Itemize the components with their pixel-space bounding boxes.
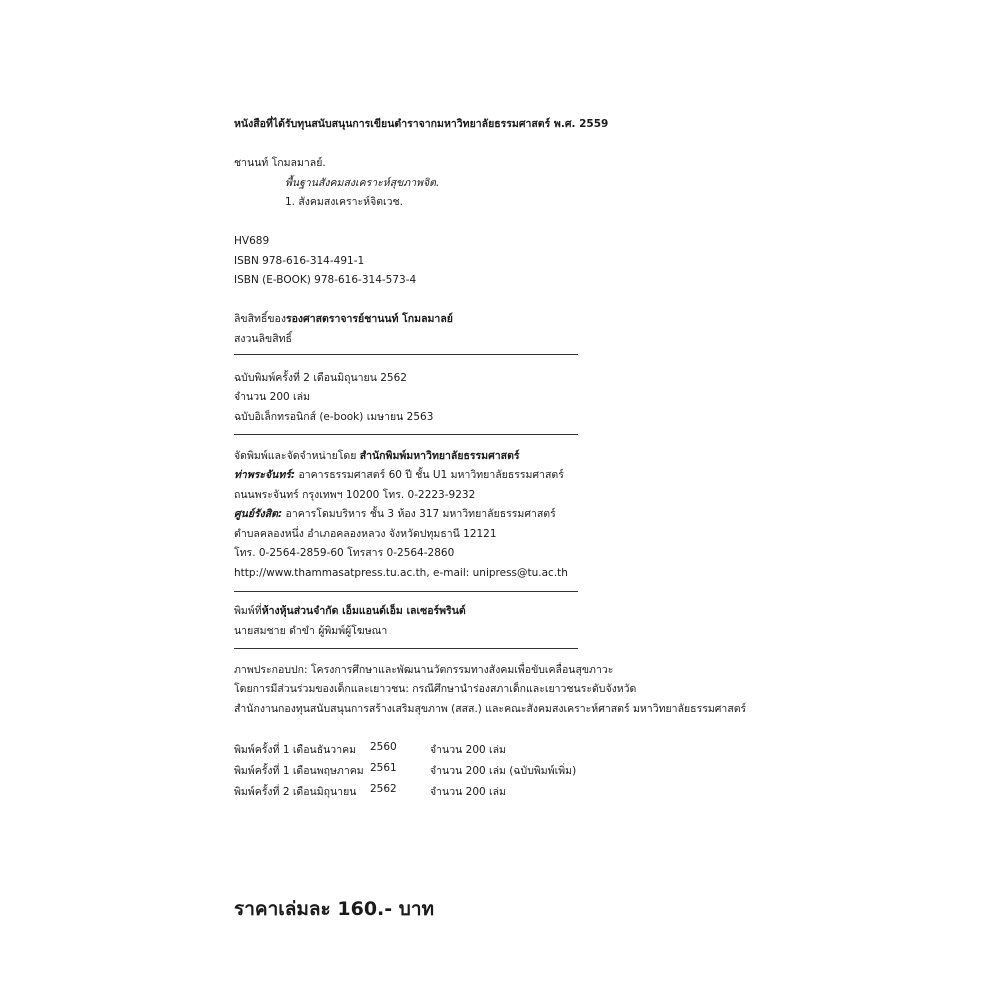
edition-cell: พิมพ์ครั้งที่ 2 เดือนมิถุนายน	[234, 786, 357, 798]
copies-cell: จำนวน 200 เล่ม (ฉบับพิมพ์เพิ่ม)	[430, 765, 577, 777]
year-cell: 2562	[370, 783, 397, 795]
cover-credit-line3: สำนักงานกองทุนสนับสนุนการสร้างเสริมสุขภาพ (สสส.) และคณะสังคมสงเคราะห์ศาสตร์ มหาวิทยาลัยธรรมศาสตร์	[234, 703, 747, 715]
price: ราคาเล่มละ 160.- บาท	[234, 898, 435, 920]
printer-line	[234, 605, 466, 618]
printer-prefix: พิมพ์ที่	[234, 605, 262, 617]
table-row	[234, 762, 576, 783]
copyright-holder: รองศาสตราจารย์ชานนท์ โกมลมาลย์	[285, 313, 453, 325]
copyright-line	[234, 313, 453, 326]
call-number: HV689	[234, 235, 270, 247]
table-row	[234, 783, 576, 804]
isbn: ISBN 978-616-314-491-1	[234, 255, 365, 267]
copyright-reserved: สงวนลิขสิทธิ์	[234, 333, 292, 345]
tha-prachan-label: ท่าพระจันทร์:	[234, 469, 296, 481]
isbn-ebook: ISBN (E-BOOK) 978-616-314-573-4	[234, 274, 417, 286]
table-row	[234, 741, 576, 762]
cover-credit-line2: โดยการมีส่วนร่วมของเด็กและเยาวชน: กรณีศึกษานำร่องสภาเด็กและเยาวชนระดับจังหวัด	[234, 683, 637, 695]
rangsit-line	[234, 508, 556, 521]
divider	[234, 591, 578, 592]
divider	[234, 354, 578, 355]
copies-cell: จำนวน 200 เล่ม	[430, 744, 506, 756]
edition-line: ฉบับพิมพ์ครั้งที่ 2 เดือนมิถุนายน 2562	[234, 372, 407, 384]
edition-cell: พิมพ์ครั้งที่ 1 เดือนธันวาคม	[234, 744, 357, 756]
divider	[234, 434, 578, 435]
tha-prachan-address: อาคารธรรมศาสตร์ 60 ปี ชั้น U1 มหาวิทยาลัยธรรมศาสตร์	[295, 469, 564, 481]
tha-prachan-line	[234, 469, 564, 482]
funding-title: หนังสือที่ได้รับทุนสนับสนุนการเขียนตำราจากมหาวิทยาลัยธรรมศาสตร์ พ.ศ. 2559	[234, 118, 609, 130]
rangsit-label: ศูนย์รังสิต:	[234, 508, 283, 520]
web-email: http://www.thammasatpress.tu.ac.th, e-mail: unipress@tu.ac.th	[234, 567, 568, 579]
copies-cell: จำนวน 200 เล่ม	[430, 786, 506, 798]
catalog-author: ชานนท์ โกมลมาลย์.	[234, 157, 326, 169]
ebook-line: ฉบับอิเล็กทรอนิกส์ (e-book) เมษายน 2563	[234, 411, 434, 423]
year-cell: 2560	[370, 741, 397, 753]
year-cell: 2561	[370, 762, 397, 774]
phone-fax: โทร. 0-2564-2859-60 โทรสาร 0-2564-2860	[234, 547, 455, 559]
edition-history-table	[234, 741, 576, 804]
copies-line: จำนวน 200 เล่ม	[234, 391, 310, 403]
publisher-line	[234, 450, 520, 463]
rangsit-address: อาคารโดมบริหาร ชั้น 3 ห้อง 317 มหาวิทยาลัยธรรมศาสตร์	[282, 508, 556, 520]
tha-prachan-address2: ถนนพระจันทร์ กรุงเทพฯ 10200 โทร. 0-2223-9232	[234, 489, 476, 501]
cover-credit-line1: ภาพประกอบปก: โครงการศึกษาและพัฒนานวัตกรรมทางสังคมเพื่อขับเคลื่อนสุขภาวะ	[234, 664, 614, 676]
copyright-prefix: ลิขสิทธิ์ของ	[234, 313, 286, 325]
publisher-name: สำนักพิมพ์มหาวิทยาลัยธรรมศาสตร์	[359, 450, 520, 462]
catalog-subject: 1. สังคมสงเคราะห์จิตเวช.	[285, 196, 404, 208]
catalog-book-title: พื้นฐานสังคมสงเคราะห์สุขภาพจิต.	[285, 177, 440, 189]
divider	[234, 648, 578, 649]
publisher-prefix: จัดพิมพ์และจัดจำหน่ายโดย	[234, 450, 360, 462]
edition-cell: พิมพ์ครั้งที่ 1 เดือนพฤษภาคม	[234, 765, 364, 777]
printer-advertiser: นายสมชาย ดำขำ ผู้พิมพ์ผู้โฆษณา	[234, 625, 388, 637]
printer-name: ห้างหุ้นส่วนจำกัด เอ็มแอนด์เอ็ม เลเซอร์พรินต์	[261, 605, 466, 617]
rangsit-address2: ตำบลคลองหนึ่ง อำเภอคลองหลวง จังหวัดปทุมธานี 12121	[234, 528, 497, 540]
